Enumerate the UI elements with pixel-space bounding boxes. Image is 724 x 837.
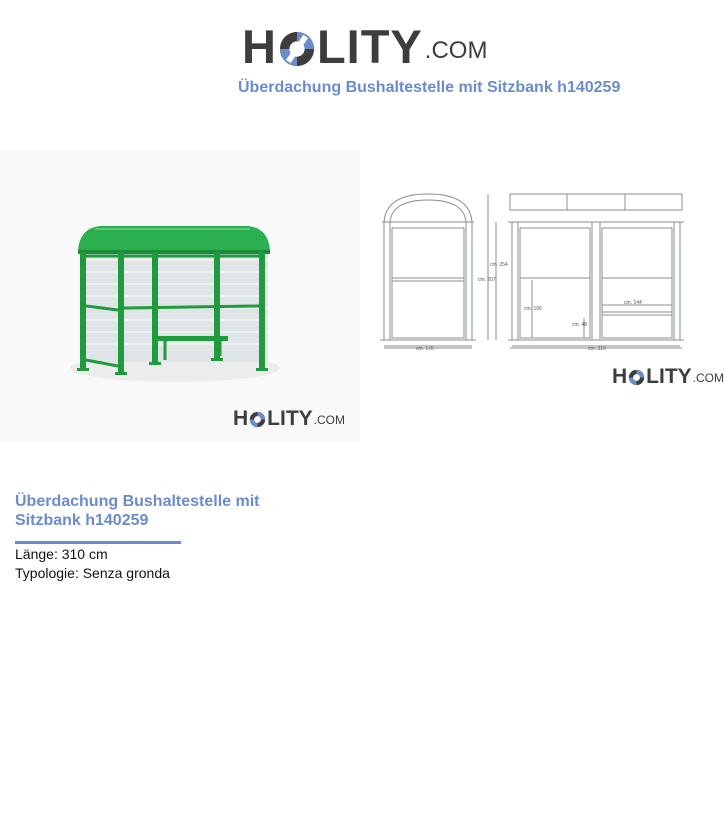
drawing-watermark-logo: H LITY .COM xyxy=(612,365,724,388)
title-divider xyxy=(15,541,181,544)
spec-typology-value: Senza gronda xyxy=(82,565,170,581)
logo-o-icon xyxy=(628,369,645,386)
logo-o-icon xyxy=(278,30,316,68)
spec-typology-label: Typologie xyxy=(15,565,75,581)
product-title: Überdachung Bushaltestelle mit Sitzbank h140259 xyxy=(15,493,260,529)
logo-suffix: .COM xyxy=(424,37,488,64)
spec-length-label: Länge xyxy=(15,546,54,562)
technical-drawing xyxy=(362,150,720,400)
logo-letter-h: H xyxy=(242,20,277,73)
spec-length-value: 310 cm xyxy=(61,546,108,562)
logo-letters-lity: LITY xyxy=(316,20,423,73)
photo-watermark-logo: H LITY .COM xyxy=(233,407,346,430)
logo-o-icon xyxy=(249,411,266,428)
dim-width-total: cm. 310 xyxy=(588,346,606,352)
brand-logo[interactable] xyxy=(242,10,488,73)
dim-bench-height: cm. 105 xyxy=(524,306,542,312)
page-title: Überdachung Bushaltestelle mit Sitzbank h140259 xyxy=(238,79,621,96)
product-photo xyxy=(0,150,360,442)
dim-bench-length: cm. 144 xyxy=(624,300,642,306)
spec-typology: Typologie: Senza gronda xyxy=(15,565,170,581)
shelter-illustration xyxy=(0,150,360,442)
spec-length: Länge: 310 cm xyxy=(15,546,108,562)
dimension-drawing xyxy=(362,150,720,400)
dim-height-total: cm. 254 xyxy=(490,262,508,268)
dim-seat-height: cm. 48 xyxy=(572,322,588,328)
dim-width-left: cm. 176 xyxy=(416,346,434,352)
dim-height-inner: cm. 207 xyxy=(478,277,496,283)
